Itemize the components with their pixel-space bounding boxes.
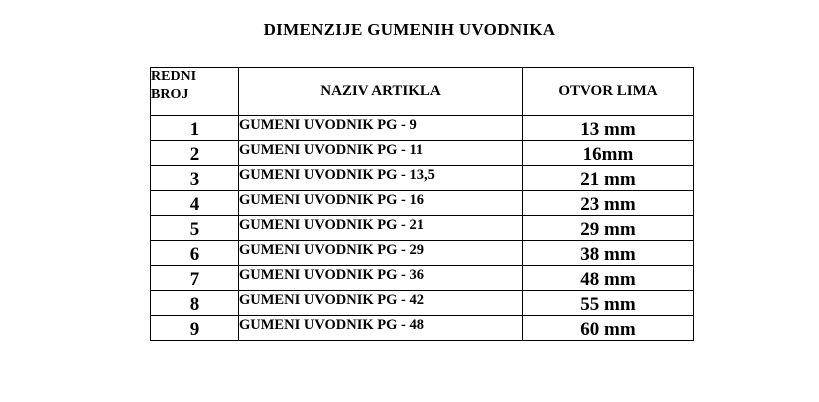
row-item-name: GUMENI UVODNIK PG - 36 — [239, 266, 523, 291]
row-hole-size: 13 mm — [523, 116, 694, 141]
header-otvor-lima: OTVOR LIMA — [523, 68, 694, 116]
table-row — [151, 241, 694, 266]
row-hole-size: 48 mm — [523, 266, 694, 291]
row-number: 4 — [151, 191, 239, 216]
row-item-name: GUMENI UVODNIK PG - 29 — [239, 241, 523, 266]
row-number: 9 — [151, 316, 239, 341]
row-hole-size: 29 mm — [523, 216, 694, 241]
row-number: 1 — [151, 116, 239, 141]
row-item-name: GUMENI UVODNIK PG - 21 — [239, 216, 523, 241]
row-item-name: GUMENI UVODNIK PG - 42 — [239, 291, 523, 316]
row-item-name: GUMENI UVODNIK PG - 11 — [239, 141, 523, 166]
row-hole-size: 55 mm — [523, 291, 694, 316]
table-row — [151, 316, 694, 341]
dimensions-table — [150, 67, 694, 341]
row-item-name: GUMENI UVODNIK PG - 13,5 — [239, 166, 523, 191]
row-hole-size: 16mm — [523, 141, 694, 166]
table-row — [151, 266, 694, 291]
row-item-name: GUMENI UVODNIK PG - 48 — [239, 316, 523, 341]
row-number: 8 — [151, 291, 239, 316]
document-title: DIMENZIJE GUMENIH UVODNIKA — [263, 20, 556, 39]
row-number: 3 — [151, 166, 239, 191]
row-number: 6 — [151, 241, 239, 266]
table-row — [151, 166, 694, 191]
row-item-name: GUMENI UVODNIK PG - 16 — [239, 191, 523, 216]
row-hole-size: 38 mm — [523, 241, 694, 266]
table-row — [151, 291, 694, 316]
row-hole-size: 60 mm — [523, 316, 694, 341]
row-hole-size: 23 mm — [523, 191, 694, 216]
header-redni-broj-line2: BROJ — [151, 87, 189, 102]
header-redni-broj-line1: REDNI — [151, 69, 197, 84]
row-number: 7 — [151, 266, 239, 291]
table-row — [151, 141, 694, 166]
table-row — [151, 216, 694, 241]
table-row — [151, 116, 694, 141]
row-number: 5 — [151, 216, 239, 241]
row-number: 2 — [151, 141, 239, 166]
table-header-row — [151, 68, 694, 116]
row-hole-size: 21 mm — [523, 166, 694, 191]
row-item-name: GUMENI UVODNIK PG - 9 — [239, 116, 523, 141]
header-redni-broj — [151, 68, 239, 116]
table-row — [151, 191, 694, 216]
header-naziv-artikla: NAZIV ARTIKLA — [239, 68, 523, 116]
